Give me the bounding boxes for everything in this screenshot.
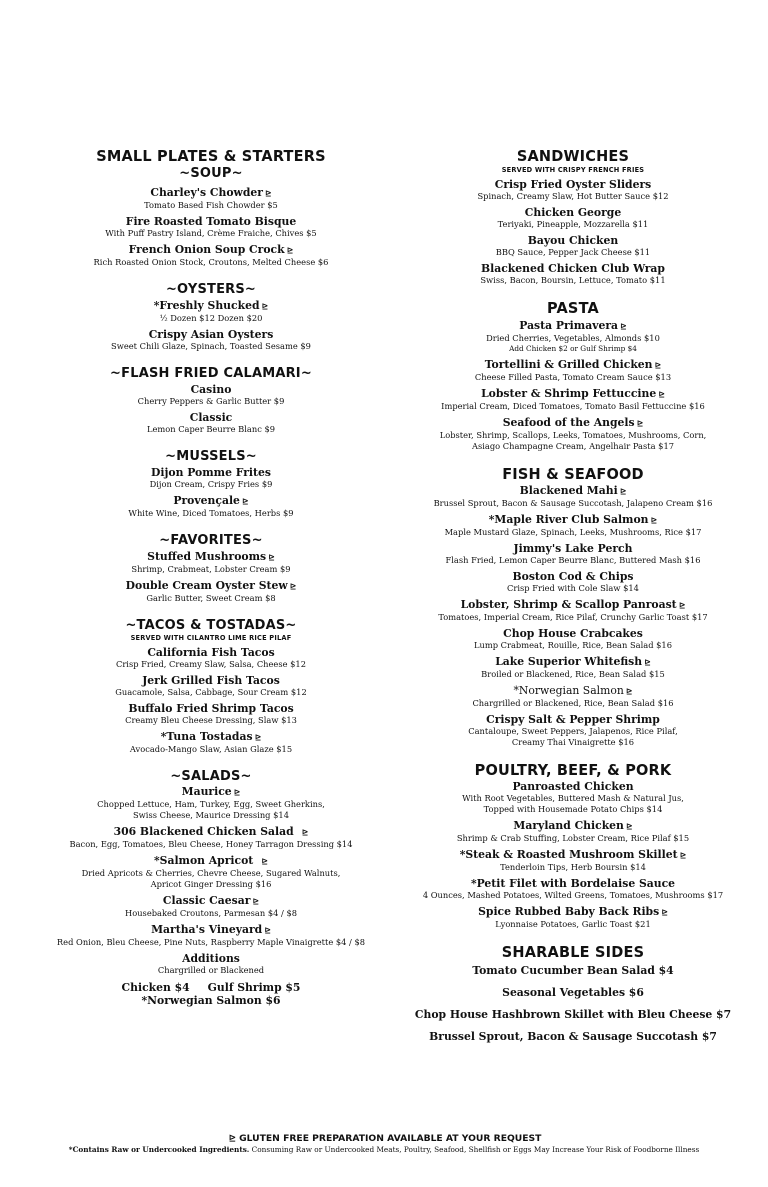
menu-item	[30, 186, 392, 211]
item-name: Charley's Chowder	[150, 186, 263, 199]
item-description-line2: Topped with Housemade Potato Chips $14	[483, 804, 663, 814]
item-description: Guacamole, Salsa, Cabbage, Sour Cream $12	[115, 687, 307, 697]
item-name: Jerk Grilled Fish Tacos	[142, 674, 280, 687]
menu-item	[30, 550, 392, 575]
item-description: Sweet Chili Glaze, Spinach, Toasted Sesame $9	[111, 341, 311, 351]
gluten-free-icon: ⊵	[301, 828, 309, 837]
section-subtitle: SERVED WITH CILANTRO LIME RICE PILAF	[130, 634, 292, 642]
section-title: SHARABLE SIDES	[501, 944, 645, 962]
item-description-line2: Add Chicken $2 or Gulf Shrimp $4	[509, 344, 637, 353]
item-description: Imperial Cream, Diced Tomatoes, Tomato Basil Fettuccine $16	[441, 401, 705, 411]
menu-item	[30, 494, 392, 519]
menu-item	[30, 785, 392, 821]
menu-item	[398, 684, 748, 709]
item-name: Lobster & Shrimp Fettuccine	[481, 387, 657, 400]
gluten-free-icon: ⊵	[264, 189, 272, 198]
item-name: *Freshly Shucked	[153, 299, 260, 312]
section-salads	[30, 769, 392, 1007]
item-name: Panroasted Chicken	[512, 780, 634, 793]
item-description: Lyonnaise Potatoes, Garlic Toast $21	[495, 919, 651, 929]
section-title: ~FAVORITES~	[159, 532, 263, 549]
section-sandwiches	[398, 148, 748, 286]
item-description: Broiled or Blackened, Rice, Bean Salad $15	[481, 669, 665, 679]
gluten-free-icon: ⊵	[636, 419, 644, 428]
item-name: Stuffed Mushrooms	[147, 550, 267, 563]
additions-row	[30, 981, 392, 994]
item-description: Cantaloupe, Sweet Peppers, Jalapenos, Rice Pilaf,	[468, 726, 678, 736]
item-name: Classic	[189, 411, 233, 424]
item-name: Blackened Mahi	[519, 484, 618, 497]
item-description: Tomato Based Fish Chowder $5	[144, 200, 278, 210]
item-description: Creamy Bleu Cheese Dressing, Slaw $13	[125, 715, 297, 725]
item-name: Boston Cod & Chips	[512, 570, 634, 583]
addition-chicken: Chicken $4	[121, 981, 190, 994]
addition-salmon: *Norwegian Salmon $6	[141, 994, 281, 1007]
section-calamari	[30, 366, 392, 435]
item-description: Red Onion, Bleu Cheese, Pine Nuts, Raspberry Maple Vinaigrette $4 / $8	[56, 937, 366, 947]
menu-item	[398, 234, 748, 258]
menu-item	[398, 358, 748, 383]
gluten-free-icon: ⊵	[679, 851, 687, 860]
item-description: Shrimp & Crab Stuffing, Lobster Cream, Rice Pilaf $15	[456, 833, 690, 843]
menu-item	[30, 466, 392, 490]
menu-item	[30, 730, 392, 755]
item-description: Dijon Cream, Crispy Fries $9	[149, 479, 273, 489]
item-name: Casino	[190, 383, 232, 396]
menu-item	[398, 877, 748, 901]
item-description: Shrimp, Crabmeat, Lobster Cream $9	[131, 564, 291, 574]
item-description: White Wine, Diced Tomatoes, Herbs $9	[128, 508, 294, 518]
menu-item	[398, 416, 748, 452]
item-description: Garlic Butter, Sweet Cream $8	[146, 593, 276, 603]
section-title: ~FLASH FRIED CALAMARI~	[110, 365, 312, 382]
menu-item	[398, 905, 748, 930]
right-column	[398, 148, 748, 1043]
item-description: With Puff Pastry Island, Crème Fraiche, Chives $5	[105, 228, 317, 238]
item-description: Rich Roasted Onion Stock, Croutons, Melted Cheese $6	[93, 257, 329, 267]
section-tacos	[30, 618, 392, 755]
item-name: Pasta Primavera	[519, 319, 619, 332]
menu-item	[30, 328, 392, 352]
item-name: Classic Caesar	[162, 894, 251, 907]
item-name: Jimmy's Lake Perch	[513, 542, 633, 555]
section-title: FISH & SEAFOOD	[502, 466, 644, 484]
gluten-free-notice	[40, 1133, 728, 1145]
left-column	[30, 148, 392, 1007]
gluten-free-icon: ⊵	[654, 361, 662, 370]
gluten-free-icon: ⊵	[661, 908, 668, 917]
item-name: *Norwegian Salmon	[513, 684, 624, 697]
item-name: Dijon Pomme Frites	[151, 466, 271, 479]
gluten-free-icon: ⊵	[625, 822, 633, 831]
item-description: ½ Dozen $12 Dozen $20	[159, 313, 263, 323]
item-name: *Salmon Apricot	[154, 854, 254, 867]
section-poultry-beef-pork	[398, 762, 748, 930]
menu-item	[398, 484, 748, 509]
menu-item	[30, 674, 392, 698]
menu-item	[30, 243, 392, 268]
item-description: Lemon Caper Beurre Blanc $9	[146, 424, 276, 434]
menu-item	[398, 713, 748, 748]
section-pasta	[398, 300, 748, 452]
gluten-free-text: GLUTEN FREE PREPARATION AVAILABLE AT YOUR REQUEST	[239, 1133, 542, 1144]
menu-item	[30, 215, 392, 239]
section-soup	[30, 148, 392, 268]
side-item: Brussel Sprout, Bacon & Sausage Succotash $7	[429, 1030, 717, 1043]
item-description: Dried Apricots & Cherries, Chevre Cheese, Sugared Walnuts,	[81, 868, 341, 878]
item-name: California Fish Tacos	[147, 646, 275, 659]
menu-item	[398, 627, 748, 651]
item-name: Martha's Vineyard	[151, 923, 263, 936]
gluten-free-icon: ⊵	[233, 788, 241, 797]
menu-item	[398, 780, 748, 815]
item-description: Brussel Sprout, Bacon & Sausage Succotash, Jalapeno Cream $16	[433, 498, 713, 508]
salad-additions	[30, 952, 392, 1007]
gluten-free-icon: ⊵	[625, 687, 633, 696]
item-name: Bayou Chicken	[527, 234, 619, 247]
gluten-free-icon: ⊵	[228, 1134, 237, 1144]
item-name: Chicken George	[524, 206, 622, 219]
section-oysters	[30, 282, 392, 352]
menu-item	[30, 411, 392, 435]
item-name: *Tuna Tostadas	[160, 730, 253, 743]
section-mussels	[30, 449, 392, 519]
item-description: Maple Mustard Glaze, Spinach, Leeks, Mushrooms, Rice $17	[444, 527, 702, 537]
item-name: Crisp Fried Oyster Sliders	[494, 178, 652, 191]
gluten-free-icon: ⊵	[678, 601, 686, 610]
item-description: Cheese Filled Pasta, Tomato Cream Sauce $13	[474, 372, 672, 382]
item-description: BBQ Sauce, Pepper Jack Cheese $11	[495, 247, 651, 257]
menu-item	[30, 702, 392, 726]
item-description: Teriyaki, Pineapple, Mozzarella $11	[497, 219, 649, 229]
section-favorites	[30, 533, 392, 604]
item-description: Chargrilled or Blackened, Rice, Bean Salad $16	[472, 698, 674, 708]
item-description-line2: Asiago Champagne Cream, Angelhair Pasta $17	[472, 441, 674, 451]
menu-item	[398, 542, 748, 566]
additions-description: Chargrilled or Blackened	[157, 965, 265, 975]
section-subtitle: ~SOUP~	[179, 165, 243, 182]
menu-item	[398, 848, 748, 873]
item-description: Swiss, Bacon, Boursin, Lettuce, Tomato $11	[480, 275, 666, 285]
menu-item	[398, 206, 748, 230]
section-title: SANDWICHES	[516, 148, 630, 166]
section-title: ~MUSSELS~	[165, 448, 257, 465]
item-name: Provençale	[173, 494, 240, 507]
menu-item	[30, 923, 392, 948]
gluten-free-icon: ⊵	[254, 733, 262, 742]
section-fish-seafood	[398, 466, 748, 748]
item-description: Housebaked Croutons, Parmesan $4 / $8	[124, 908, 297, 918]
item-description: With Root Vegetables, Buttered Mash & Natural Jus,	[462, 793, 684, 803]
gluten-free-icon: ⊵	[658, 390, 665, 399]
menu-item	[398, 387, 748, 412]
item-description: Tomatoes, Imperial Cream, Rice Pilaf, Crunchy Garlic Toast $17	[438, 612, 708, 622]
item-description: Tenderloin Tips, Herb Boursin $14	[500, 862, 646, 872]
item-description: Avocado-Mango Slaw, Asian Glaze $15	[129, 744, 293, 754]
item-name: Spice Rubbed Baby Back Ribs	[478, 905, 660, 918]
gluten-free-icon: ⊵	[268, 553, 275, 562]
gluten-free-icon: ⊵	[650, 516, 658, 525]
gluten-free-icon: ⊵	[264, 926, 271, 935]
item-name: French Onion Soup Crock	[128, 243, 285, 256]
item-name: *Petit Filet with Bordelaise Sauce	[470, 877, 676, 890]
menu-item	[30, 383, 392, 407]
item-description: Flash Fried, Lemon Caper Beurre Blanc, Buttered Mash $16	[445, 555, 701, 565]
item-description: Spinach, Creamy Slaw, Hot Butter Sauce $12	[477, 191, 669, 201]
item-description: Crisp Fried with Cole Slaw $14	[507, 583, 639, 593]
gluten-free-icon: ⊵	[241, 497, 249, 506]
menu-item	[398, 178, 748, 202]
item-name: Crispy Salt & Pepper Shrimp	[486, 713, 660, 726]
section-subtitle: SERVED WITH CRISPY FRENCH FRIES	[501, 166, 645, 174]
gluten-free-icon: ⊵	[286, 246, 294, 255]
item-description: Lump Crabmeat, Rouille, Rice, Bean Salad $16	[474, 640, 672, 650]
item-name: *Maple River Club Salmon	[488, 513, 649, 526]
item-description: Dried Cherries, Vegetables, Almonds $10	[486, 333, 660, 343]
additions-title: Additions	[182, 952, 240, 965]
item-name: Blackened Chicken Club Wrap	[481, 262, 665, 275]
item-name: Lake Superior Whitefish	[495, 655, 643, 668]
section-title: SMALL PLATES & STARTERS	[96, 148, 326, 166]
menu-item	[30, 825, 392, 850]
menu-item	[398, 262, 748, 286]
item-name: Double Cream Oyster Stew	[125, 579, 288, 592]
item-description: Lobster, Shrimp, Scallops, Leeks, Tomatoes, Mushrooms, Corn,	[439, 430, 707, 440]
item-name: Seafood of the Angels	[502, 416, 635, 429]
menu-item	[398, 598, 748, 623]
item-description-line2: Apricot Ginger Dressing $16	[150, 879, 272, 889]
side-item: Tomato Cucumber Bean Salad $4	[472, 964, 674, 977]
item-description: Bacon, Egg, Tomatoes, Bleu Cheese, Honey Tarragon Dressing $14	[69, 839, 353, 849]
gluten-free-icon: ⊵	[261, 857, 268, 866]
item-name: Chop House Crabcakes	[503, 627, 643, 640]
section-title: ~TACOS & TOSTADAS~	[125, 617, 297, 634]
side-item: Chop House Hashbrown Skillet with Bleu Cheese $7	[414, 1008, 732, 1021]
item-name: Maurice	[181, 785, 232, 798]
raw-warning-text: Consuming Raw or Undercooked Meats, Poultry, Seafood, Shellfish or Eggs May Increase Your Risk of Foodborne Illness	[251, 1145, 700, 1154]
menu-item	[30, 854, 392, 890]
raw-warning-label: *Contains Raw or Undercooked Ingredients.	[68, 1145, 250, 1154]
gluten-free-icon: ⊵	[619, 487, 627, 496]
item-name: Crispy Asian Oysters	[148, 328, 274, 341]
item-name: *Steak & Roasted Mushroom Skillet	[459, 848, 678, 861]
menu-item	[30, 299, 392, 324]
side-item: Seasonal Vegetables $6	[502, 986, 644, 999]
gluten-free-icon: ⊵	[620, 322, 627, 331]
item-description-line2: Creamy Thai Vinaigrette $16	[511, 737, 635, 747]
menu-item	[30, 894, 392, 919]
item-description: Cherry Peppers & Garlic Butter $9	[137, 396, 285, 406]
section-sharable-sides	[398, 944, 748, 1043]
section-title: POULTRY, BEEF, & PORK	[474, 762, 672, 780]
item-name: Fire Roasted Tomato Bisque	[125, 215, 297, 228]
item-description: Chopped Lettuce, Ham, Turkey, Egg, Sweet Gherkins,	[97, 799, 325, 809]
gluten-free-icon: ⊵	[261, 302, 269, 311]
menu-footer	[40, 1133, 728, 1155]
menu-item	[30, 646, 392, 670]
gluten-free-icon: ⊵	[644, 658, 651, 667]
gluten-free-icon: ⊵	[252, 897, 260, 906]
gluten-free-icon: ⊵	[289, 582, 297, 591]
item-description-line2: Swiss Cheese, Maurice Dressing $14	[133, 810, 289, 820]
menu-item	[398, 655, 748, 680]
item-name: Buffalo Fried Shrimp Tacos	[128, 702, 294, 715]
item-name: 306 Blackened Chicken Salad	[113, 825, 294, 838]
section-title: ~SALADS~	[170, 768, 252, 785]
item-description: 4 Ounces, Mashed Potatoes, Wilted Greens, Tomatoes, Mushrooms $17	[422, 890, 724, 900]
menu-item	[398, 570, 748, 594]
menu-item	[398, 819, 748, 844]
section-title: PASTA	[547, 300, 599, 318]
raw-food-warning	[40, 1145, 728, 1155]
menu-item	[398, 513, 748, 538]
item-name: Lobster, Shrimp & Scallop Panroast	[460, 598, 677, 611]
item-name: Maryland Chicken	[513, 819, 624, 832]
addition-shrimp: Gulf Shrimp $5	[207, 981, 301, 994]
item-name: Tortellini & Grilled Chicken	[484, 358, 653, 371]
section-title: ~OYSTERS~	[165, 281, 257, 298]
menu-item	[398, 319, 748, 354]
item-description: Crisp Fried, Creamy Slaw, Salsa, Cheese $12	[115, 659, 306, 669]
menu-item	[30, 579, 392, 604]
